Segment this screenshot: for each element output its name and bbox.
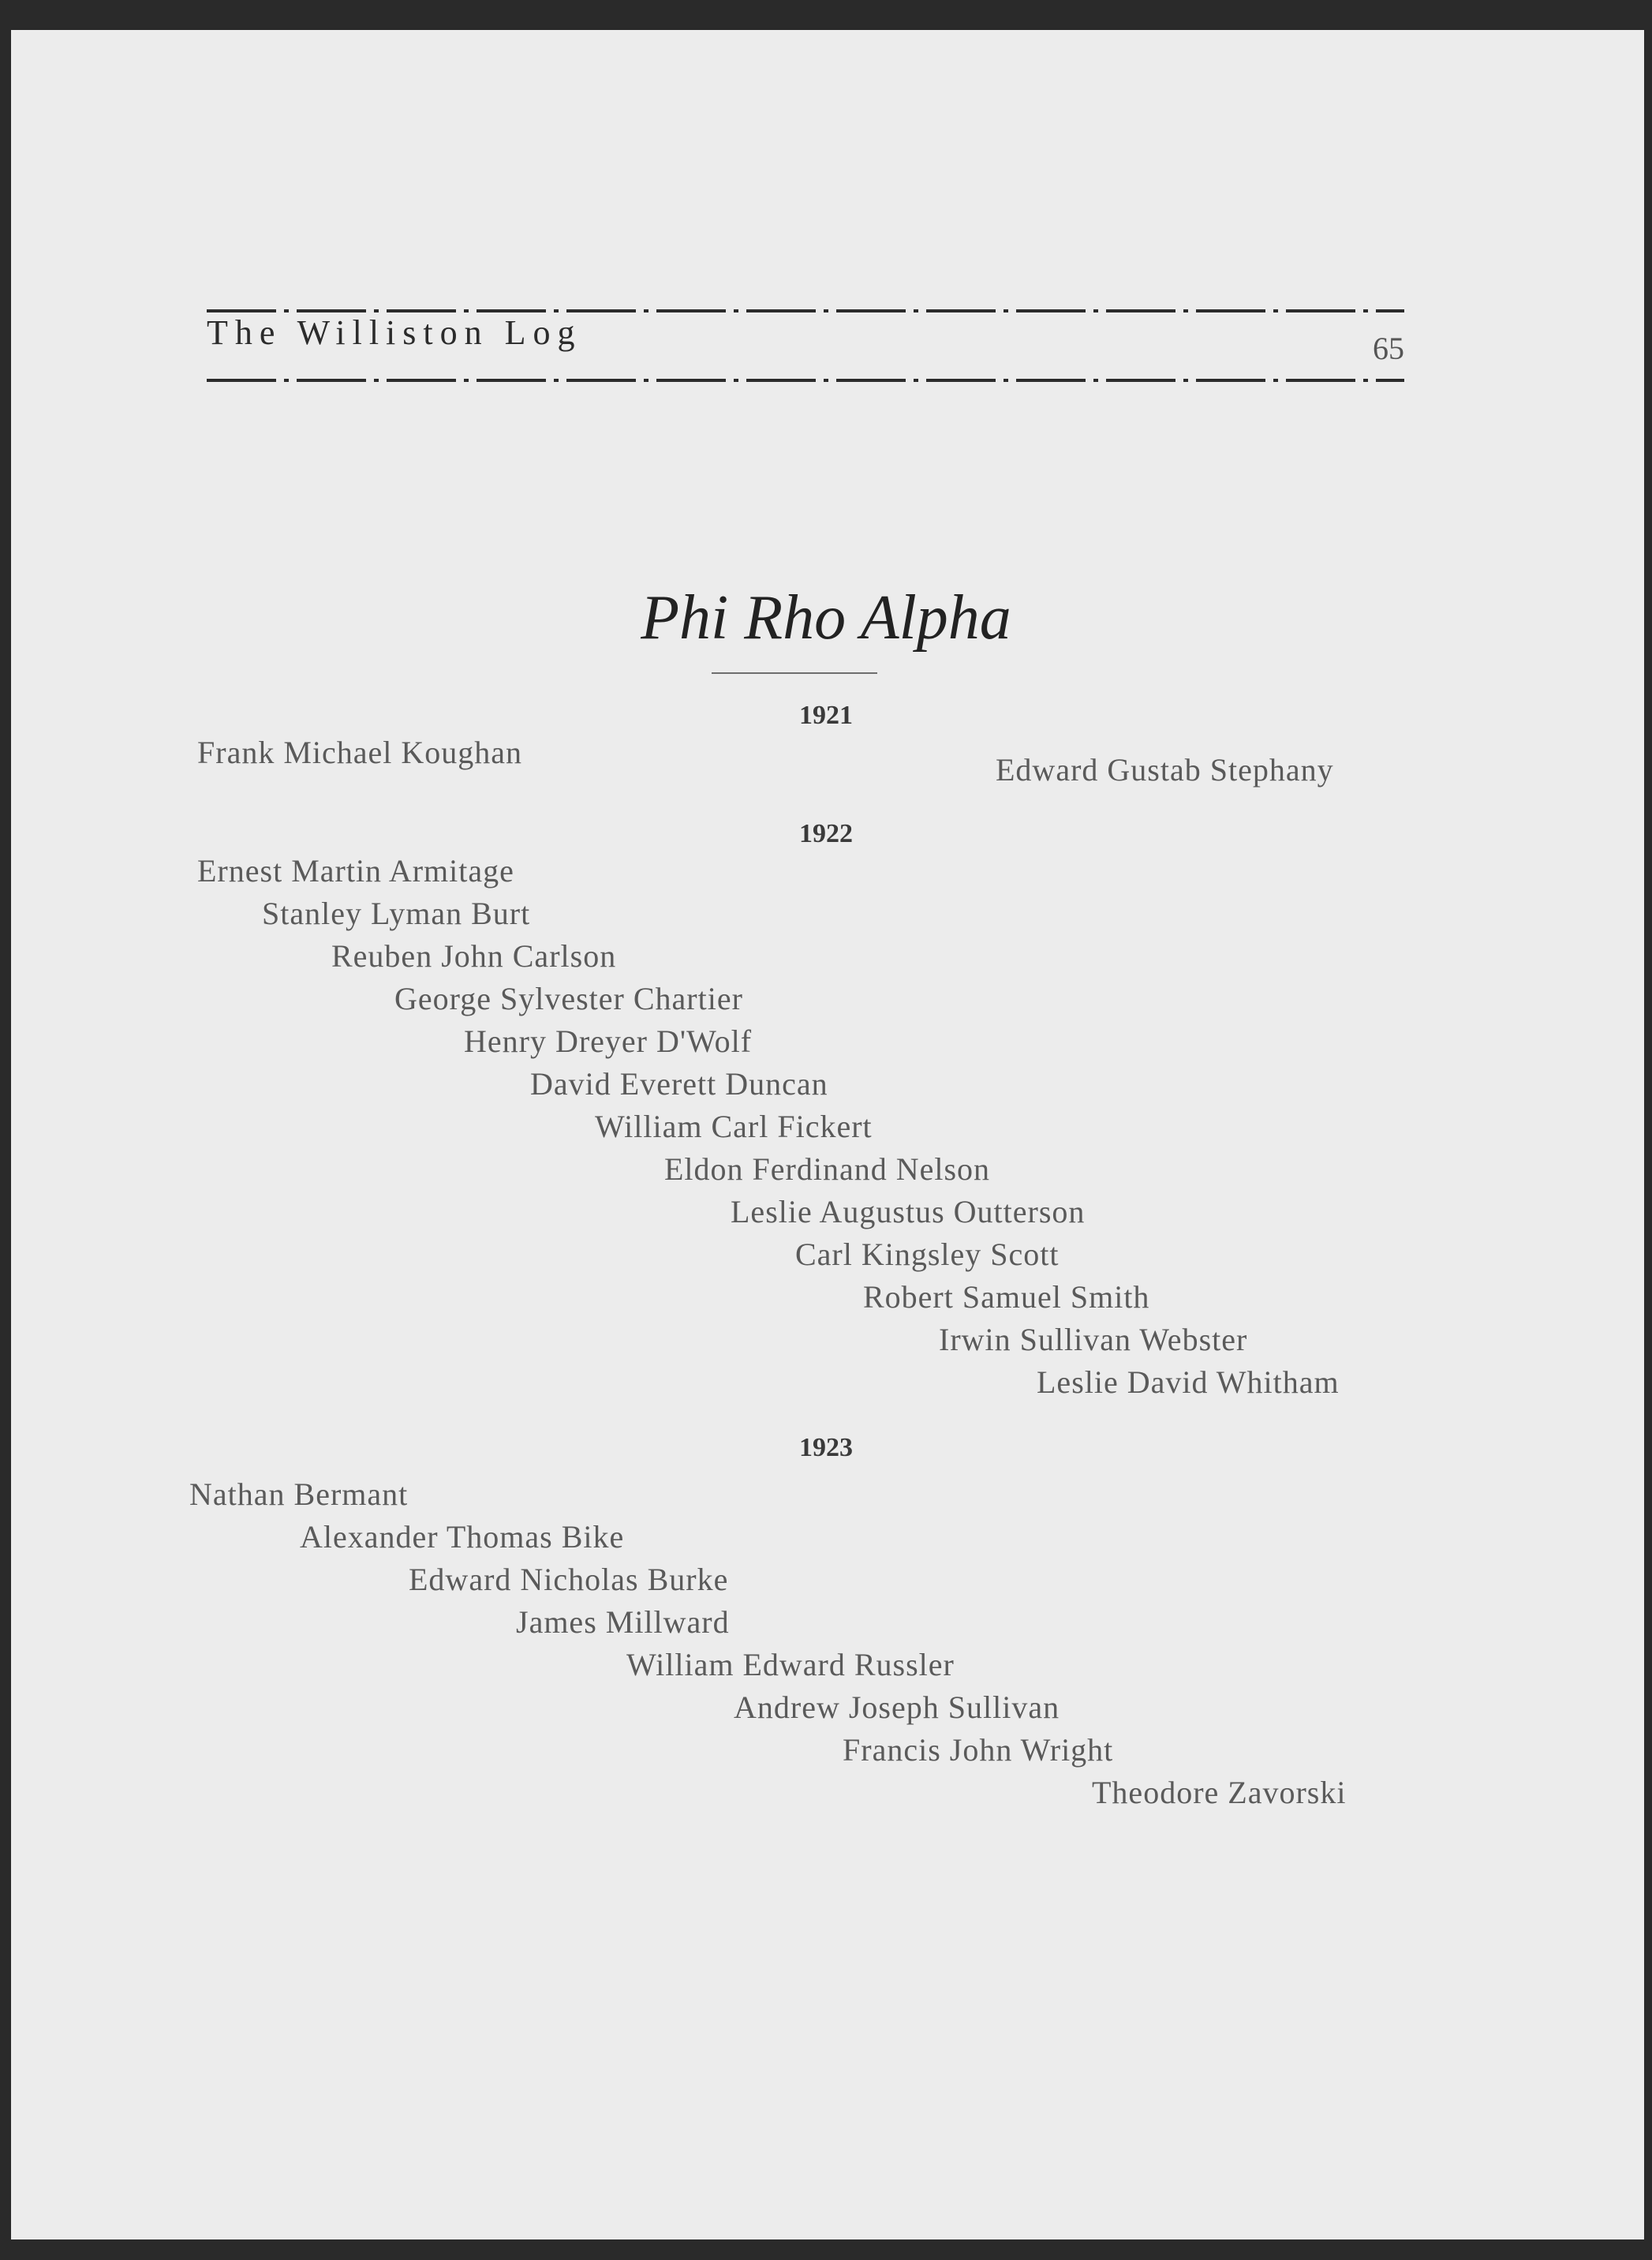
section-title: Phi Rho Alpha bbox=[641, 583, 1011, 653]
page-number: 65 bbox=[1373, 331, 1404, 366]
member-name: Robert Samuel Smith bbox=[863, 1279, 1150, 1315]
member-name: Edward Gustab Stephany bbox=[996, 752, 1334, 788]
class-year-1921: 1921 bbox=[799, 701, 853, 730]
member-name: Leslie David Whitham bbox=[1037, 1364, 1340, 1400]
member-name: Ernest Martin Armitage bbox=[197, 853, 514, 889]
header-rule-bottom bbox=[207, 377, 1404, 384]
member-name: David Everett Duncan bbox=[530, 1066, 828, 1102]
title-underline bbox=[712, 672, 877, 674]
class-year-1922: 1922 bbox=[799, 819, 853, 848]
member-name: Andrew Joseph Sullivan bbox=[734, 1689, 1060, 1725]
running-title: The Williston Log bbox=[207, 313, 582, 352]
member-name: Henry Dreyer D'Wolf bbox=[464, 1023, 753, 1059]
member-name: Leslie Augustus Outterson bbox=[731, 1194, 1086, 1229]
member-name: Eldon Ferdinand Nelson bbox=[664, 1151, 991, 1187]
member-name: Francis John Wright bbox=[843, 1732, 1114, 1768]
member-name: Reuben John Carlson bbox=[331, 938, 617, 974]
member-name: Carl Kingsley Scott bbox=[795, 1237, 1060, 1272]
class-year-1923: 1923 bbox=[799, 1433, 853, 1462]
member-name: Alexander Thomas Bike bbox=[300, 1519, 625, 1555]
member-name: Irwin Sullivan Webster bbox=[939, 1322, 1248, 1357]
member-name: Stanley Lyman Burt bbox=[262, 896, 531, 931]
member-name: Nathan Bermant bbox=[189, 1476, 409, 1512]
member-name: Frank Michael Koughan bbox=[197, 735, 523, 770]
member-name: William Carl Fickert bbox=[595, 1109, 873, 1144]
member-name: James Millward bbox=[516, 1604, 730, 1640]
member-name: Theodore Zavorski bbox=[1092, 1775, 1347, 1810]
member-name: William Edward Russler bbox=[626, 1647, 955, 1682]
member-name: George Sylvester Chartier bbox=[394, 981, 743, 1016]
member-name: Edward Nicholas Burke bbox=[409, 1562, 729, 1597]
